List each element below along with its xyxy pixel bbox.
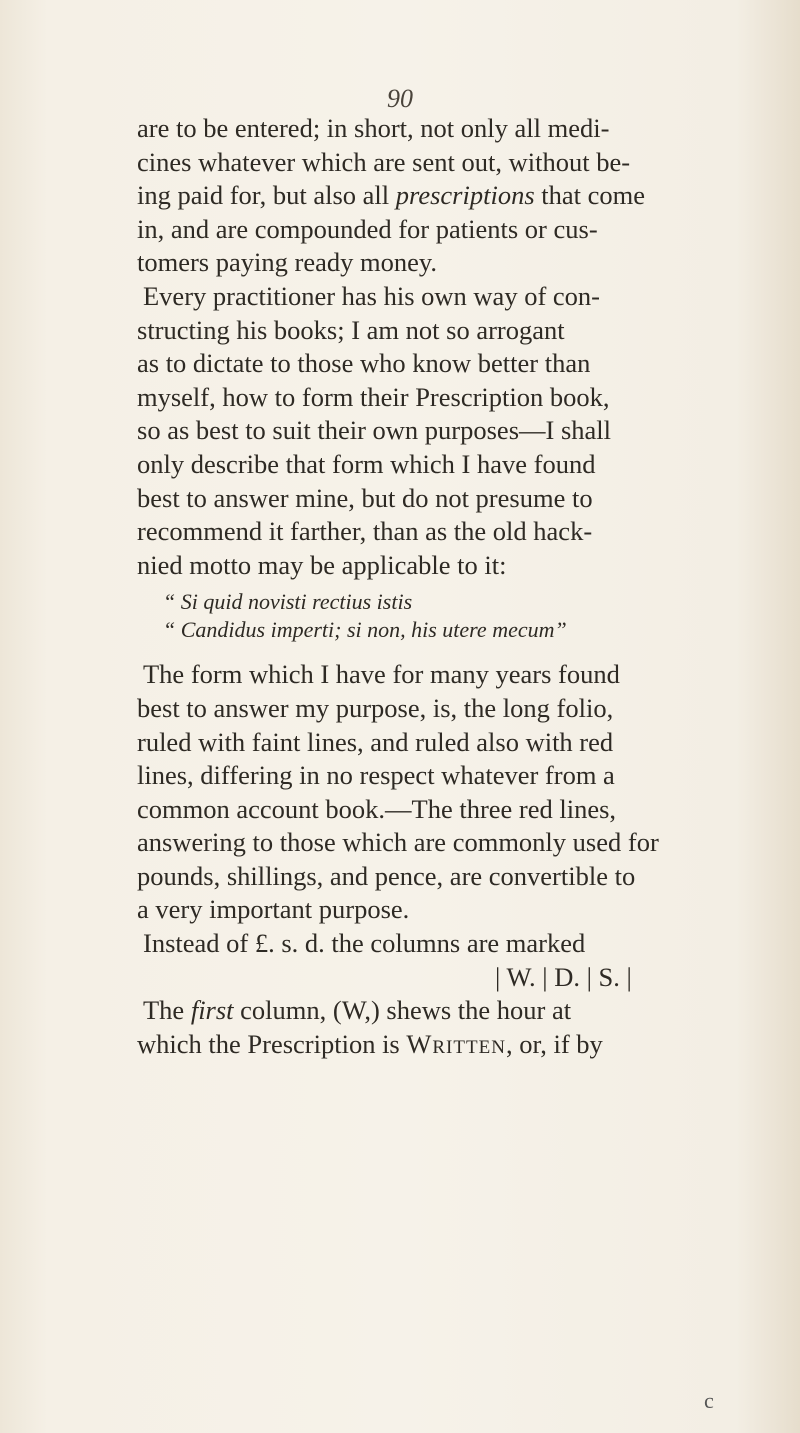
text-line: ing paid for, but also all prescriptions that come xyxy=(137,180,646,211)
text-line: common account book.—The three red lines, xyxy=(137,793,617,824)
text-line: as to dictate to those who know better than xyxy=(137,348,591,379)
text-line: in, and are compounded for patients or cus- xyxy=(137,213,598,244)
body-text xyxy=(137,112,797,1061)
text-line: tomers paying ready money. xyxy=(137,247,438,278)
written-word: Written xyxy=(406,1028,506,1059)
text-line: best to answer mine, but do not presume to xyxy=(137,482,593,513)
column-markers: | W. | D. | S. | xyxy=(495,961,632,992)
text-line: myself, how to form their Prescription book, xyxy=(137,381,610,412)
first-word: first xyxy=(190,995,234,1026)
text-line: The first column, (W,) shews the hour at xyxy=(143,995,572,1026)
text-line: Every practitioner has his own way of con- xyxy=(143,280,600,311)
motto-quote xyxy=(137,588,797,644)
text-line: pounds, shillings, and pence, are convertible to xyxy=(137,860,636,891)
text-line: The form which I have for many years found xyxy=(143,659,620,690)
motto-line: “ Candidus imperti; si non, his utere mecum” xyxy=(163,617,567,643)
text-line: structing his books; I am not so arrogant xyxy=(137,314,565,345)
text-line: best to answer my purpose, is, the long folio, xyxy=(137,692,614,723)
text-line: recommend it farther, than as the old hack- xyxy=(137,516,593,547)
text-line: lines, differing in no respect whatever from a xyxy=(137,760,615,791)
text-line: so as best to suit their own purposes—I shall xyxy=(137,415,612,446)
motto-line: “ Si quid novisti rectius istis xyxy=(163,589,413,615)
text-line: ruled with faint lines, and ruled also with red xyxy=(137,726,614,757)
page-number: 90 xyxy=(387,84,413,113)
text-line: only describe that form which I have found xyxy=(137,448,596,479)
text-line: a very important purpose. xyxy=(137,894,410,925)
text-line: answering to those which are commonly used for xyxy=(137,827,659,858)
text-line: which the Prescription is Written, or, if by xyxy=(137,1028,603,1059)
stray-mark: c xyxy=(704,1388,714,1413)
text-line: are to be entered; in short, not only all medi- xyxy=(137,113,610,143)
text-line: Instead of £. s. d. the columns are marked xyxy=(143,928,586,959)
text-line: nied motto may be applicable to it: xyxy=(137,549,507,580)
text-line: cines whatever which are sent out, without be- xyxy=(137,146,631,177)
